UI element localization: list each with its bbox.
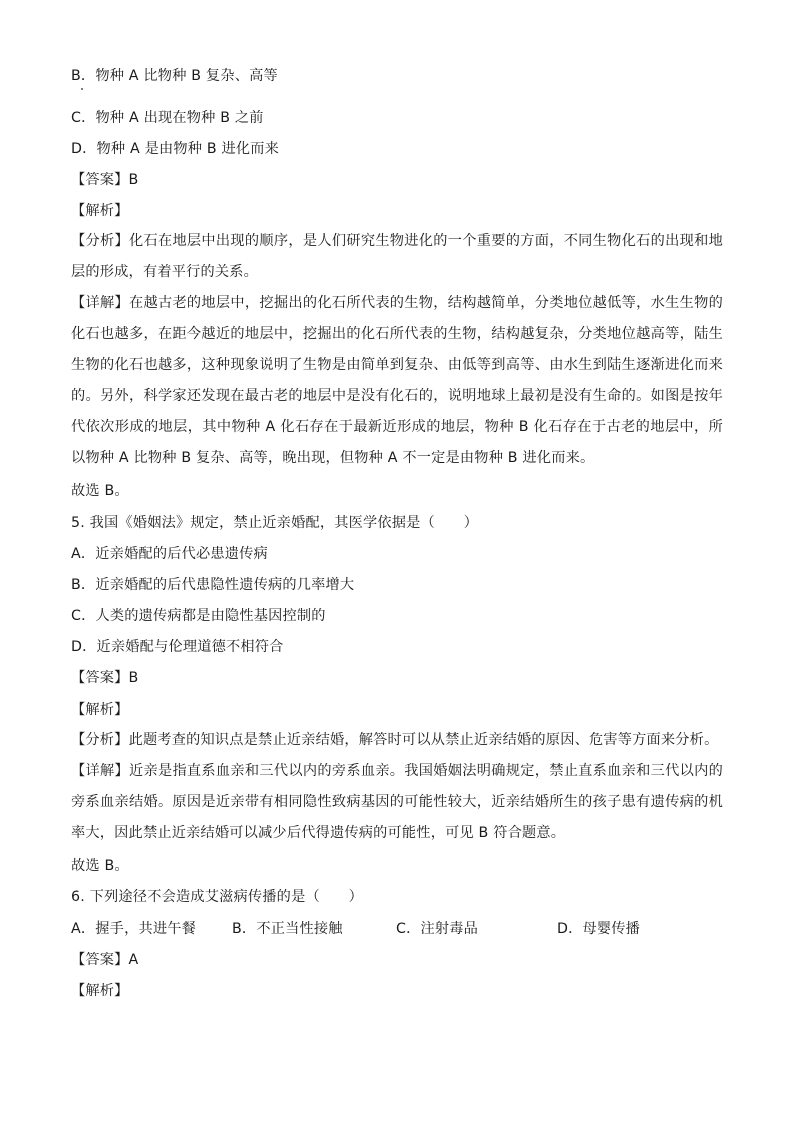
q6-option-d: D．母婴传播 (557, 921, 641, 937)
q4-detail-tag: 【详解】 (71, 295, 129, 311)
q5-analysis-tag: 【分析】 (71, 732, 129, 748)
q4-option-d: D．物种 A 是由物种 B 进化而来 (71, 141, 280, 157)
stray-dot (81, 88, 83, 90)
q5-detail-text: 近亲是指直系血亲和三代以内的旁系血亲。我国婚姻法明确规定，禁止直系血亲和三代以内的旁系血亲结婚。原因是近亲带有相同隐性致病基因的可能性较大，近亲结婚所生的孩子患有遗传病的机率大，因此禁止近亲结婚可以减少后代得遗传病的可能性，可见 B 符合题意。 (71, 763, 723, 841)
q6-option-b: B．不正当性接触 (232, 921, 343, 937)
q4-answer: 【答案】B (71, 172, 139, 188)
q4-option-c: C．物种 A 出现在物种 B 之前 (71, 110, 264, 126)
q5-option-a: A．近亲婚配的后代必患遗传病 (71, 546, 268, 562)
q5-detail-tag: 【详解】 (71, 763, 129, 779)
q4-analysis-tag: 【分析】 (71, 233, 129, 249)
q4-analysis-text: 化石在地层中出现的顺序，是人们研究生物进化的一个重要的方面，不同生物化石的出现和地层的形成，有着平行的关系。 (71, 233, 723, 280)
q6-stem: 6. 下列途径不会造成艾滋病传播的是（ ） (71, 889, 364, 905)
q5-option-c: C．人类的遗传病都是由隐性基因控制的 (71, 608, 326, 624)
q5-analysis-text: 此题考查的知识点是禁止近亲结婚，解答时可以从禁止近亲结婚的原因、危害等方面来分析。 (128, 732, 719, 748)
q4-option-b: B．物种 A 比物种 B 复杂、高等 (71, 68, 278, 84)
q4-analysis (71, 226, 723, 288)
q5-analysis-heading: 【解析】 (71, 702, 129, 718)
q6-option-c: C．注射毒品 (396, 921, 479, 937)
q6-answer: 【答案】A (71, 952, 139, 968)
q5-conclusion: 故选 B。 (71, 858, 129, 874)
q4-detail (71, 288, 723, 474)
q5-answer: 【答案】B (71, 670, 139, 686)
q5-option-d: D．近亲婚配与伦理道德不相符合 (71, 639, 284, 655)
q4-analysis-heading: 【解析】 (71, 203, 129, 219)
q6-analysis-heading: 【解析】 (71, 983, 129, 999)
q5-option-b: B．近亲婚配的后代患隐性遗传病的几率增大 (71, 577, 355, 593)
q6-option-a: A．握手，共进午餐 (71, 921, 197, 937)
q5-detail (71, 756, 723, 849)
q4-detail-text: 在越古老的地层中，挖掘出的化石所代表的生物，结构越简单，分类地位越低等，水生生物的化石也越多，在距今越近的地层中，挖掘出的化石所代表的生物，结构越复杂，分类地位越高等，陆生生物的化石也越多，这种现象说明了生物是由简单到复杂、由低等到高等、由水生到陆生逐渐进化而来的。另外，科学家还发现在最古老的地层中是没有化石的，说明地球上最初是没有生命的。如图是按年代依次形成的地层，其中物种 A 化石存在于最新近形成的地层，物种 B 化石存在于古老的地层中，所以物种 A 比物种 B 复杂、高等，晚出现，但物种 A 不一定是由物种 B 进化而来。 (71, 295, 723, 466)
q4-conclusion: 故选 B。 (71, 483, 129, 499)
q5-stem: 5. 我国《婚姻法》规定，禁止近亲婚配，其医学依据是（ ） (71, 515, 479, 531)
q5-analysis (71, 725, 723, 756)
